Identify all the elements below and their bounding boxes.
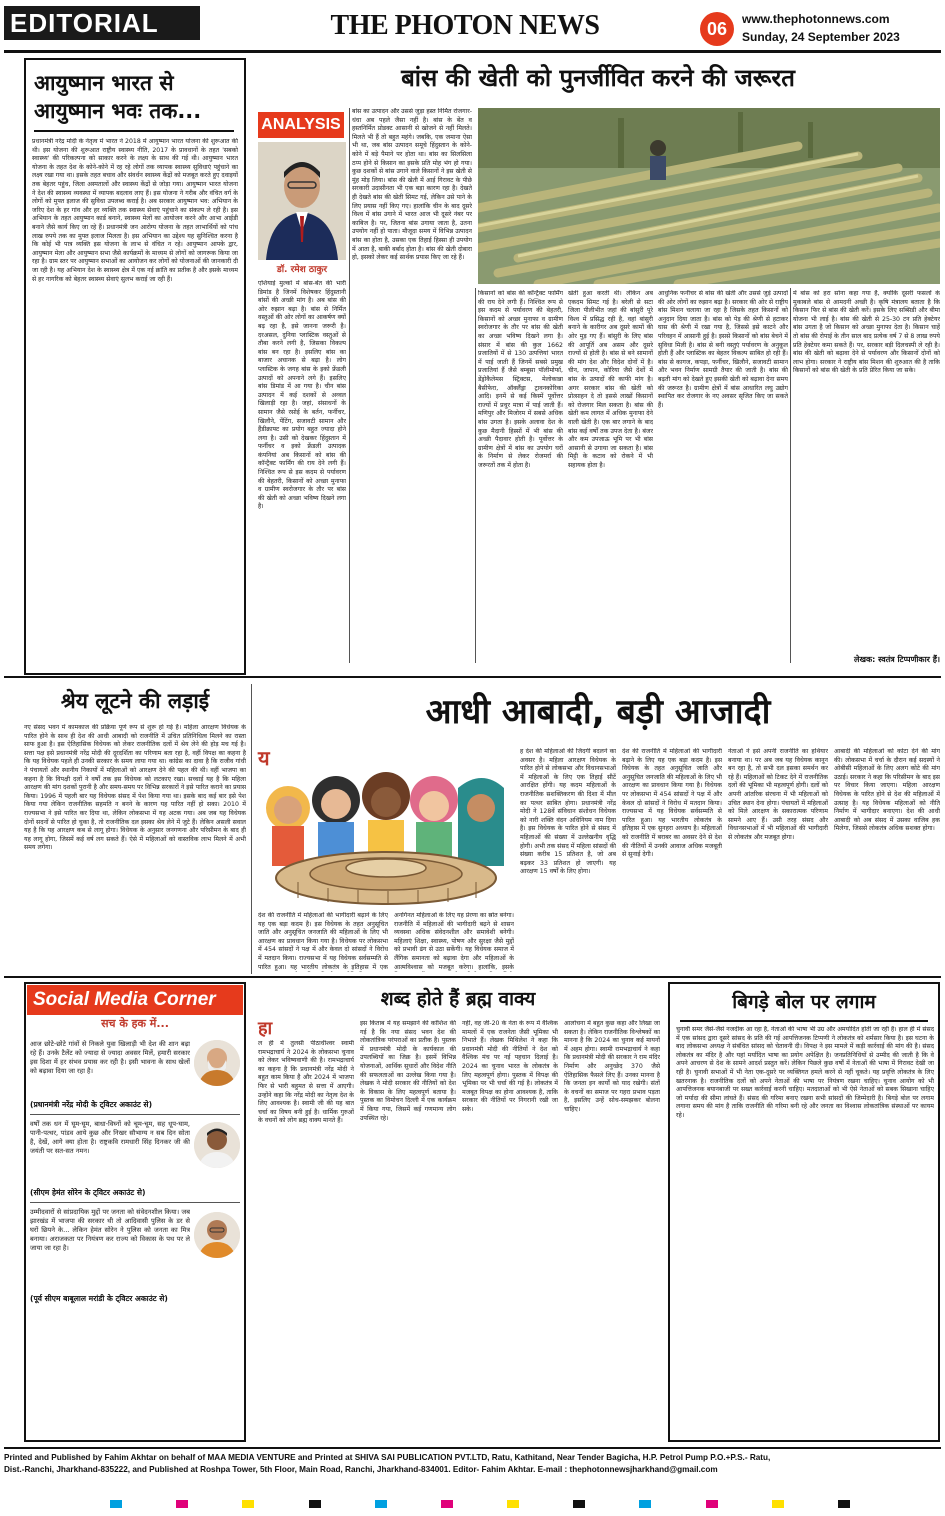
- modi-avatar-icon: [194, 1040, 240, 1086]
- article-credit-body: नए संसद भवन में कामकाज की प्रक्रिया पूर्ण रूप से शुरू हो गई है। महिला आरक्षण विधेयक के पारित होने के साथ ही देश की आधी आबादी को राजनीति में उचित प्रतिनिधित्व मिलने का रास्ता साफ हुआ है। इस ऐतिहासिक विधेयक को लेकर राजनीतिक दलों में श्रेय लेने की होड़ मच गई है। सत्ता पक्ष इसे प्रधानमंत्री नरेंद्र मोदी की दूरदर्शिता का परिणाम बता रहा है, वहीं विपक्ष का कहना है कि यह विधेयक पहले ही उनकी सरकार के समय लाया गया था। कांग्रेस का दावा है कि राजीव गांधी ने पंचायतों और स्थानीय निकायों में महिलाओं को आरक्षण देने की पहल की थी। वहीं भाजपा का कहना है कि विपक्षी दलों ने वर्षों तक इस विधेयक को लटकाए रखा। सच्चाई यह है कि महिला आरक्षण की मांग दशकों पुरानी है और समय-समय पर विभिन्न सरकारों ने इसे पारित कराने का प्रयास किया। 1996 में पहली बार यह विधेयक संसद में पेश किया गया था। इसके बाद कई बार इसे पेश किया गया लेकिन राजनीतिक सहमति न बनने के कारण यह पारित नहीं हो सका। 2010 में राज्यसभा ने इसे पारित कर दिया था, लेकिन लोकसभा में यह अटक गया। अब जब यह विधेयक दोनों सदनों से पारित हो चुका है, तो राजनीतिक दल इसका श्रेय लेने में जुटे हैं। लेकिन असली सवाल यह है कि यह आरक्षण कब से लागू होगा। विधेयक के अनुसार जनगणना और परिसीमन के बाद ही यह लागू होगा, जिसमें कई वर्ष लग सकते हैं। ऐसे में महिलाओं को वास्तविक लाभ मिलने में अभी समय लगेगा।: [24, 724, 246, 852]
- soren-avatar-icon: [194, 1122, 240, 1168]
- website-link[interactable]: www.thephotonnews.com: [742, 12, 890, 26]
- avatar: [194, 1040, 240, 1086]
- article-brahma-col-1: ल ही में तुलसी पीठाधीश्वर स्वामी रामभद्राचार्य ने 2024 के लोकसभा चुनाव को लेकर भविष्यवाणी की है। रामभद्राचार्य का कहना है कि प्रधानमंत्री नरेंद्र मोदी ने बहुत काम किया है और 2024 में भाजपा फिर से भारी बहुमत से सत्ता में आएगी। उन्होंने कहा कि नरेंद्र मोदी का नेतृत्व देश के लिए आवश्यक है। स्वामी जी की यह बात चर्चा का विषय बनी हुई है। धार्मिक गुरुओं के वचनों को लोग ब्रह्म वाक्य मानते हैं।: [258, 1040, 354, 1125]
- header-rule: [4, 50, 941, 53]
- magenta-swatch: [176, 1500, 188, 1508]
- article-ayushman-body: प्रधानमंत्री नरेंद्र मोदी के नेतृत्व में भारत ने 2018 में आयुष्मान भारत योजना की शुरूआत की थी। इस योजना की शुरूआत राष्ट्रीय स्वास्थ्य नीति, 2017 के प्रावधानों के तहत 'सबको स्वास्थ्य' की परिकल्पना को साकार करने के लक्ष्य के साथ की गई थी। आयुष्मान भारत योजना के तहत देश के कोने-कोने में रह रहे लोगों तक व्यापक स्वास्थ्य सुविधाएं पहुंचाने का लक्ष्य रखा गया था। इसके तहत बचाव और संवर्धन स्वास्थ्य केंद्रों को मजबूत करते हुए दवाइयों तक बेहतर पहुंच, जिला अस्पतालों और स्वास्थ्य केंद्रों से जोड़ा गया। आयुष्मान भारत योजना ने देश की स्वास्थ्य व्यवस्था में व्यापक बदलाव लाए हैं। इस योजना ने गरीब और वंचित वर्ग के लोगों को मुफ्त इलाज की सुविधा उपलब्ध कराई है। अब सरकार आयुष्मान भव: अभियान के जरिए देश के हर गांव और हर व्यक्ति तक स्वास्थ्य सेवाएं पहुंचाने का संकल्प ले रही है। इस अभियान के तहत आयुष्मान कार्ड बनाने, स्वास्थ्य मेलों का आयोजन करने और आभा आईडी बनाने जैसे कार्य किए जा रहे हैं। प्रधानमंत्री जन आरोग्य योजना के तहत लाभार्थियों को पांच लाख रुपये तक का मुफ्त इलाज मिलता है। इस अभियान का उद्देश्य यह सुनिश्चित करना है कि कोई भी पात्र व्यक्ति इस योजना के लाभ से वंचित न रहे। आयुष्मान आपके द्वार, आयुष्मान मेला और आयुष्मान सभा जैसे कार्यक्रमों के माध्यम से लोगों को जागरूक किया जा रहा है। ग्राम स्तर पर आयुष्मान सभाओं का आयोजन कर लोगों को योजनाओं की जानकारी दी जा रही है। यह अभियान देश के स्वास्थ्य क्षेत्र में एक नई क्रांति का प्रतीक है और इसके माध्यम से हर नागरिक को बेहतर स्वास्थ्य सेवाएं सुलभ कराई जा रही हैं।: [32, 138, 238, 283]
- article-loose-talk-body: चुनावी समर जैसे-जैसे नजदीक आ रहा है, नेताओं की भाषा भी उग्र और अमर्यादित होती जा रही है। हाल ही में संसद में एक सांसद द्वारा दूसरे सांसद के प्रति की गई आपत्तिजनक टिप्पणी ने लोकतंत्र को शर्मसार किया है। इस घटना के बाद लोकसभा अध्यक्ष ने संबंधित सांसद को चेतावनी दी। विपक्ष ने इस मामले में कड़ी कार्रवाई की मांग की है। संसद लोकतंत्र का मंदिर है और यहां मर्यादित भाषा का प्रयोग अपेक्षित है। जनप्रतिनिधियों से उम्मीद की जाती है कि वे अपने आचरण से देश के सामने आदर्श प्रस्तुत करें। लेकिन पिछले कुछ वर्षों में नेताओं की भाषा में गिरावट देखी जा रही है। चुनावी सभाओं में भी नेता एक-दूसरे पर व्यक्तिगत हमले करने से नहीं चूकते। यह प्रवृत्ति लोकतंत्र के लिए खतरनाक है। राजनीतिक दलों को अपने नेताओं की भाषा पर नियंत्रण रखना चाहिए। चुनाव आयोग को भी आपत्तिजनक बयानबाजी पर सख्त कार्रवाई करनी चाहिए। मतदाताओं को भी ऐसे नेताओं को सबक सिखाना चाहिए जो मर्यादा की सीमा लांघते हैं। संसद की गरिमा बनाए रखना सभी सांसदों की जिम्मेदारी है। बिगड़े बोल पर लगाम लगाना समय की मांग है ताकि राजनीति की गरिमा बनी रहे और जनता का विश्वास लोकतांत्रिक संस्थाओं पर कायम रहे।: [676, 1026, 934, 1119]
- headline-underline: [34, 130, 234, 132]
- section-rule: [4, 976, 941, 978]
- cyan-swatch: [639, 1500, 651, 1508]
- avatar: [194, 1122, 240, 1168]
- social-post-3-text: उम्मीदवारों से सांप्रदायिक मुद्दों पर जनता को संवेदनशील किया। जब झारखंड में भाजपा की सरकार थी तो आदिवासी पुलिस के डर से घरों छिपने के... लेकिन हेमंत सोरेन ने पुलिस को जनता का मित्र बनाया। अराजकता पर नियंत्रण कर राज्य को विकास के पथ पर ले जाया जा रहा है।: [30, 1208, 190, 1252]
- section-label: EDITORIAL: [4, 6, 200, 40]
- cyan-swatch: [375, 1500, 387, 1508]
- issue-date: Sunday, 24 September 2023: [742, 30, 900, 44]
- headline-underline: [680, 1020, 928, 1022]
- article-half-population-col-3: नेताओं ने इसे अपनी राजनीति का हथियार बनाया था। पर अब जब यह विधेयक कानून बन रहा है, तो सभी दल इसका समर्थन कर रहे हैं। महिलाओं को टिकट देने में राजनीतिक दलों की भूमिका भी महत्वपूर्ण होगी। दलों को अपनी आंतरिक संरचना में भी महिलाओं को उचित स्थान देना होगा। पंचायतों में महिलाओं को मिले आरक्षण के सकारात्मक परिणाम सामने आए हैं। उसी तरह संसद और विधानसभाओं में भी महिलाओं की भागीदारी से लोकतंत्र और मजबूत होगा।: [728, 748, 828, 841]
- analysis-byline: लेखक: स्वतंत्र टिप्पणीकार हैं।: [854, 655, 940, 664]
- article-brahma-col-3: नहीं, वह जी-20 के नेता के रूप में वैश्विक मामलों में एक राजनेता जैसी भूमिका भी निभाते हैं। लेखक मिथिलेश ने कहा कि प्रधानमंत्री मोदी की नीतियों ने देश को वैश्विक मंच पर नई पहचान दिलाई है। 2024 का चुनाव भारत के लोकतंत्र के लिए महत्वपूर्ण होगा। पुस्तक में विपक्ष की भूमिका पर भी चर्चा की गई है। लोकतंत्र में मजबूत विपक्ष का होना आवश्यक है, ताकि सरकार की नीतियों पर निगरानी रखी जा सके।: [462, 1020, 558, 1113]
- black-swatch: [309, 1500, 321, 1508]
- author-photo: [258, 142, 346, 260]
- imprint-line-1: Printed and Published by Fahim Akhtar on behalf of MAA MEDIA VENTURE and Printed at SHIVA SAI PUBLICATION PVT.LTD, Ratu, Kathitand, Near Tender Bagicha, H.P. Petrol Pump P.O.+P.S.- Ratu,: [4, 1453, 771, 1462]
- analysis-col-1: एशियाई मुल्कों में बांस-बेंत की भारी डिमांड है जिनमें विशेषकर हिंदुस्तानी बांसों की अच्छी मांग है। अब बांस की ओर रुझान बढ़ा है। बांस से निर्मित वस्तुओं की ओर लोगों का आकर्षण क्यों बढ़ रहा है, इसे जानना जरूरी है। दरअसल, दुनिया प्लास्टिक वस्तुओं से तौबा करने लगी है, जिसका विकल्प बांस बन रहा है। इसलिए बांस का बाजार अचानक से बढ़ा है। लोग प्लास्टिक के जगह बांस के इको फ्रेंडली उत्पादों को अपनाने लगे हैं। इसलिए बांस डिमांड में आ गया है। चीन बांस उत्पादन में कई दशकों से अव्वल खिलाड़ी रहा है। जहां, संसाधनों के सामान जैसे रसोई के बर्तन, फर्नीचर, खिलौने, पेंटिंग, सजावटी सामान और हैंडीक्राफ्ट का प्रयोग बहुत ज्यादा होने लगा है। उसी को देखकर हिंदुस्तान में फर्नीचर व इको फ्रेंडली उत्पादक कंपनियां अब किसानों को बांस की कॉन्ट्रैक्ट फार्मिंग की राय देने लगी हैं। निश्चित रूप से इस कदम से पर्यावरण की बेहतरी, किसानों को अच्छा मुनाफा व ग्रामीण स्वरोजगार के तौर पर बांस की खेती को अच्छा भविष्य दिखने लगा है।: [258, 280, 346, 511]
- analysis-headline: बांस की खेती को पुनर्जीवित करने की जरूरत: [401, 64, 795, 92]
- section-rule: [4, 676, 941, 678]
- marandi-avatar-icon: [194, 1212, 240, 1258]
- women-parliament-icon: [258, 748, 514, 912]
- social-post-1-text: आज छोटे-छोटे गांवों से निकले युवा खिलाड़ी भी देश की शान बढ़ा रहे हैं। उनके टैलेंट को ज्यादा से ज्यादा अवसर मिलें, हमारी सरकार इस दिशा में हर संभव प्रयास कर रही है। इसी भावना के साथ खेलों को बढ़ावा दिया जा रहा है।: [30, 1040, 190, 1075]
- column-divider: [475, 288, 476, 663]
- column-divider: [251, 684, 252, 974]
- analysis-col-3: किसानों को बांस की कॉन्ट्रैक्ट फार्मिंग की राय देने लगी हैं। निश्चित रूप से इस कदम से पर्यावरण की बेहतरी, किसानों को अच्छा मुनाफा व ग्रामीण स्वरोजगार के तौर पर बांस की खेती का अच्छा भविष्य दिखने लगा है। संसार में बांस की कुल 1662 प्रजातियों में से 130 उत्पत्तियां भारत में पाई जाती हैं जिनमें सबसे प्रमुख प्रजातियां हैं जैसे बम्बूसा पॉलीमोर्फा, डेंड्रोकैलेमस स्ट्रिक्टस, मेलोकान्ना बैसीफेरा, ऑक्लैंड्रा ट्रावनकोरिका आदि। इनमें से कई किस्में पूर्वोत्तर राज्यों में प्रचुर मात्रा में पाई जाती हैं। मणिपुर और मिजोरम में सबसे अधिक बांस उगता है। इसके अलावा देश के कुछ मैदानी हिस्सों में भी बांस की अच्छी पैदावार होती है। पूर्वोत्तर के ग्रामीण क्षेत्रों में बांस का उपयोग घरों के निर्माण से लेकर रोजमर्रा की जरूरतों तक में होता है।: [478, 290, 563, 469]
- analysis-badge: ANALYSIS: [258, 112, 344, 138]
- article-ayushman-box: [24, 58, 246, 675]
- article-loose-talk-headline: बिगड़े बोल पर लगाम: [732, 991, 876, 1013]
- author-name: डॉ. रमेश ठाकुर: [276, 265, 328, 275]
- social-post-1-source: (प्रधानमंत्री नरेंद्र मोदी के ट्विटर अकाउंट से): [30, 1100, 153, 1109]
- article-ayushman-headline-1: आयुष्मान भारत से: [34, 71, 174, 95]
- analysis-col-5: आधुनिक फर्नीचर से बांस की खेती और उससे जुड़े उत्पादों की ओर लोगों का रुझान बढ़ा है। सरकार की ओर से राष्ट्रीय बांस मिशन चलाया जा रहा है जिसके तहत किसानों को अनुदान दिया जाता है। बांस को पेड़ की श्रेणी से हटाकर घास की श्रेणी में रखा गया है, जिससे इसे काटने और परिवहन में आसानी हुई है। इससे किसानों को बांस बेचने में सुविधा मिली है। बांस से बनी वस्तुएं पर्यावरण के अनुकूल होती हैं और प्लास्टिक का बेहतर विकल्प साबित हो रही हैं। बांस से कागज, कपड़ा, फर्नीचर, खिलौने, सजावटी सामान और भवन निर्माण सामग्री तैयार की जाती है। बांस की बढ़ती मांग को देखते हुए इसकी खेती को बढ़ावा देना समय की जरूरत है। ग्रामीण क्षेत्रों में बांस आधारित लघु उद्योग स्थापित कर रोजगार के नए अवसर सृजित किए जा सकते हैं।: [658, 290, 788, 409]
- social-post-3-source: (पूर्व सीएम बाबूलाल मरांडी के ट्विटर अकाउंट से): [30, 1294, 168, 1303]
- article-half-population-dropcap: य: [258, 746, 270, 770]
- author-portrait-icon: [258, 142, 346, 260]
- article-half-population-col-0: देश की राजनीति में महिलाओं की भागीदारी बढ़ाने के लिए यह एक बड़ा कदम है। इस विधेयक के तहत अनुसूचित जाति और अनुसूचित जनजाति की महिलाओं के लिए भी आरक्षण का प्रावधान किया गया है। विधेयक पर लोकसभा में 454 सांसदों ने पक्ष में और केवल दो सांसदों ने विरोध में मतदान किया। राज्यसभा में यह विधेयक सर्वसम्मति से पारित हुआ। यह भारतीय लोकतंत्र के इतिहास में एक: [258, 912, 388, 971]
- yellow-swatch: [507, 1500, 519, 1508]
- column-divider: [790, 288, 791, 663]
- social-post-2-source: (सीएम हेमंत सोरेन के ट्विटर अकाउंट से): [30, 1188, 146, 1197]
- avatar: [194, 1212, 240, 1258]
- article-credit-headline: श्रेय लूटने की लड़ाई: [60, 689, 210, 713]
- article-brahma-dropcap: हा: [258, 1018, 273, 1039]
- article-half-population-col-2: देश की राजनीति में महिलाओं की भागीदारी बढ़ाने के लिए यह एक बड़ा कदम है। इस विधेयक के तहत अनुसूचित जाति और अनुसूचित जनजाति की महिलाओं के लिए भी आरक्षण का प्रावधान किया गया है। विधेयक पर लोकसभा में 454 सांसदों ने पक्ष में और केवल दो सांसदों ने विरोध में मतदान किया। राज्यसभा में यह विधेयक सर्वसम्मति से पारित हुआ। यह भारतीय लोकतंत्र के इतिहास में एक सुनहरा अध्याय है। महिलाओं को राजनीति में बराबर का अवसर देने से देश की नीतियों में उनकी आवाज अधिक मजबूती से सुनाई देगी।: [622, 748, 722, 859]
- social-post-2-text: वर्षों तक धन में घूम-घूम, बाधा-विघ्नों को चूम-चूम, सह धूप-घाम, पानी-पत्थर, पांडव आये कुछ और निखर सौभाग्य न सब दिन सोता है, देखें, आगे क्या होता है। राष्ट्रकवि रामधारी सिंह दिनकर जी की जयंती पर सत-सत नमन।: [30, 1120, 190, 1155]
- article-ayushman-headline-2: आयुष्मान भवः तक...: [34, 99, 202, 123]
- imprint-footer: [4, 1447, 941, 1493]
- bamboo-photo: [478, 108, 940, 284]
- page-number-badge: 06: [700, 12, 734, 46]
- article-half-population-col-4: आबादी की महिलाओं को कोटा देने की मांग की। लोकसभा में चर्चा के दौरान कई सदस्यों ने ओबीसी महिलाओं के लिए अलग कोटे की मांग उठाई। सरकार ने कहा कि परिसीमन के बाद इस पर विचार किया जाएगा। महिला आरक्षण विधेयक के पारित होने से देश की महिलाओं में उत्साह है। यह विधेयक महिलाओं को नीति निर्माण में भागीदार बनाएगा। देश की आधी आबादी को अब संसद में उसका वाजिब हक मिलेगा, जिससे लोकतंत्र अधिक सशक्त होगा।: [834, 748, 940, 833]
- article-half-population-col-1: ह देश की महिलाओं की जिंदगी बदलने का अवसर है। महिला आरक्षण विधेयक के पारित होने से लोकसभा और विधानसभाओं में महिलाओं के लिए एक तिहाई सीटें आरक्षित होंगी। यह कदम महिलाओं के राजनीतिक सशक्तिकरण की दिशा में मील का पत्थर साबित होगा। प्रधानमंत्री नरेंद्र मोदी ने 128वें संविधान संशोधन विधेयक को नारी शक्ति वंदन अधिनियम नाम दिया है। इस विधेयक के पारित होने से संसद में महिलाओं की संख्या में उल्लेखनीय वृद्धि होगी। अभी तक संसद में महिला सांसदों की संख्या करीब 15 प्रतिशत है, जो अब बढ़कर 33 प्रतिशत हो जाएगी। यह आरक्षण 15 वर्षों के लिए होगा।: [520, 748, 616, 876]
- cyan-swatch: [110, 1500, 122, 1508]
- masthead-logo: THE PHOTON NEWS: [330, 10, 600, 41]
- yellow-swatch: [772, 1500, 784, 1508]
- post-divider: [30, 1202, 240, 1203]
- magenta-swatch: [706, 1500, 718, 1508]
- bamboo-stack-image: [478, 108, 940, 284]
- yellow-swatch: [242, 1500, 254, 1508]
- article-brahma-col-4: आलोचना में बहुत कुछ कहा और लिखा जा सकता है। लेकिन राजनीतिक विश्लेषकों का मानना है कि 2024 का चुनाव कई मायनों में अहम होगा। स्वामी रामभद्राचार्य ने कहा कि प्रधानमंत्री मोदी की सरकार ने राम मंदिर निर्माण और अनुच्छेद 370 जैसे ऐतिहासिक फैसले लिए हैं। उनका मानना है कि जनता इन कार्यों को याद रखेगी। संतों के वचनों का समाज पर गहरा प्रभाव पड़ता है, इसलिए उन्हें सोच-समझकर बोलना चाहिए।: [564, 1020, 660, 1113]
- post-divider: [30, 1114, 240, 1115]
- article-half-population-col-0b: अनगिनत महिलाओं के लिए यह प्रेरणा का स्रोत बनेगा। राजनीति में महिलाओं की भागीदारी बढ़ने से शासन व्यवस्था अधिक संवेदनशील और समावेशी बनेगी। महिलाएं शिक्षा, स्वास्थ्य, पोषण और सुरक्षा जैसे मुद्दों को प्रभावी ढंग से उठा सकेंगी। यह विधेयक समाज में लैंगिक समानता को बढ़ावा देगा और महिलाओं के आत्मविश्वास को मजबूत करेगा। हालांकि, इसके: [394, 912, 514, 971]
- magenta-swatch: [441, 1500, 453, 1508]
- analysis-col-2: बांस का उत्पादन और उससे जुड़ा हस्त निर्मित रोजगार-धंधा अब पहले जैसा नहीं है। बांस के बेंत व हस्तनिर्मित प्रोडक्ट आसानी से खोजने से नहीं मिलते। मिलते भी हैं तो बहुत महंगे। जबकि, एक जमाना ऐसा भी था, जब बांस उत्पादन समूचे हिंदुस्तान के कोने-कोने में बड़े पैमाने पर होता था। बांस का सिलसिला ठप्प होने से किसान का इसके प्रति मोह भंग हो गया। कुछ दशकों से बांस उगाने वाले किसानों ने इस खेती से मुंह मोड़ लिया। बांस की खेती में आई गिरावट के पीछे सरकारी उदासीनता भी एक बड़ा कारण रहा है। देखते ही देखते बांस की खेती सिमट गई, लेकिन उसे पाने के लिए प्रयास नहीं किए गए। हालांकि चीन के बाद दूसरे विश्व में बांस उगाने में भारत आज भी दूसरे नंबर पर काबिज है। पर, जितना बांस उगाया जाता है, उतना उपयोग नहीं हो पाता। मौजूदा समय में विभिन्न उत्पादन बांस का होता है, उसका एक तिहाई हिस्सा ही उपयोग में आता है, बाकी बर्बाद होता है। बांस की खेती दोबारा हो, इसको लेकर कई सार्थक प्रयास किए जा रहे हैं।: [352, 108, 472, 262]
- article-brahma-col-2: इस किताब में यह समझाने की कोशिश की गई है कि नया संसद भवन देश की लोकतांत्रिक परंपराओं का प्रतीक है। पुस्तक में प्रधानमंत्री मोदी के कार्यकाल की उपलब्धियों का जिक्र है। इसमें विभिन्न योजनाओं, आर्थिक सुधारों और विदेश नीति की सफलताओं का उल्लेख किया गया है। लेखक ने मोदी सरकार की नीतियों को देश के विकास के लिए महत्वपूर्ण बताया है। पुस्तक का विमोचन दिल्ली में एक कार्यक्रम में किया गया, जिसमें कई गणमान्य लोग उपस्थित रहे।: [360, 1020, 456, 1122]
- women-parliament-illustration: [258, 748, 514, 912]
- imprint-line-2: Dist.-Ranchi, Jharkhand-835222, and Published at Roshpa Tower, 5th Floor, Main Road, Ranchi, Jharkhand-834001. Editor- Fahim Akhtar. E-mail : thephotonnewsjharkhand@gmail.com: [4, 1465, 718, 1474]
- social-media-corner-subtitle: सच के हक में...: [101, 1017, 169, 1030]
- print-color-bar: [110, 1500, 850, 1510]
- black-swatch: [573, 1500, 585, 1508]
- black-swatch: [838, 1500, 850, 1508]
- article-brahma-headline: शब्द होते हैं ब्रह्म वाक्य: [380, 988, 536, 1010]
- column-divider: [349, 108, 350, 663]
- social-media-corner-title: Social Media Corner: [27, 985, 243, 1015]
- analysis-col-6: में बांस को हरा सोना कहा गया है, क्योंकि दूसरी फसलों के मुकाबले बांस से आमदनी अच्छी है। कृषि मंत्रालय बताता है कि किसान फिर से बांस की खेती करें। इसके लिए सब्सिडी और बीमा योजना भी लाई है। बांस की खेती से 25-30 टन प्रति हेक्टेयर बांस उगता है जो किसान को अच्छा मुनाफा देता है। किसान चाहें तो बांस की रोपाई के तीन साल बाद प्रत्येक वर्ष 7 से 8 लाख रुपये प्रति हेक्टेयर कमा सकते हैं। पर, सरकार बड़ी दिलचस्पी ले रही है। बांस की खेती को बढ़ावा देने से पर्यावरण और किसानों दोनों को लाभ होगा। सरकार ने राष्ट्रीय बांस मिशन की शुरुआत की है ताकि किसानों को बांस की खेती के प्रति प्रेरित किया जा सके।: [793, 290, 940, 375]
- article-half-population-headline: आधी आबादी, बड़ी आजादी: [425, 692, 771, 732]
- analysis-col-4: खेती हुआ करती थी। लेकिन अब एकदम सिमट गई है। बरेली से सटा जिला पीलीभीत जहां की बांसुरी पूरे विश्व में प्रसिद्ध रही है, वहां बांसुरी बनाने के कारीगर अब दूसरे कामों की ओर मुड़ गए हैं। बांसुरी के लिए बांस की आपूर्ति अब असम और दूसरे राज्यों से होती है। बांस से बने सामानों की मांग देश और विदेश दोनों में है। चीन, जापान, कोरिया जैसे देशों में बांस के उत्पादों की काफी मांग है। अगर सरकार बांस की खेती को प्रोत्साहन दे तो इससे लाखों किसानों को रोजगार मिल सकता है। बांस की खेती कम लागत में अधिक मुनाफा देने वाली खेती है। एक बार लगाने के बाद बांस कई वर्षों तक उपज देता है। बंजर और कम उपजाऊ भूमि पर भी बांस आसानी से उगाया जा सकता है। बांस मिट्टी के कटाव को रोकने में भी सहायक होता है।: [568, 290, 653, 469]
